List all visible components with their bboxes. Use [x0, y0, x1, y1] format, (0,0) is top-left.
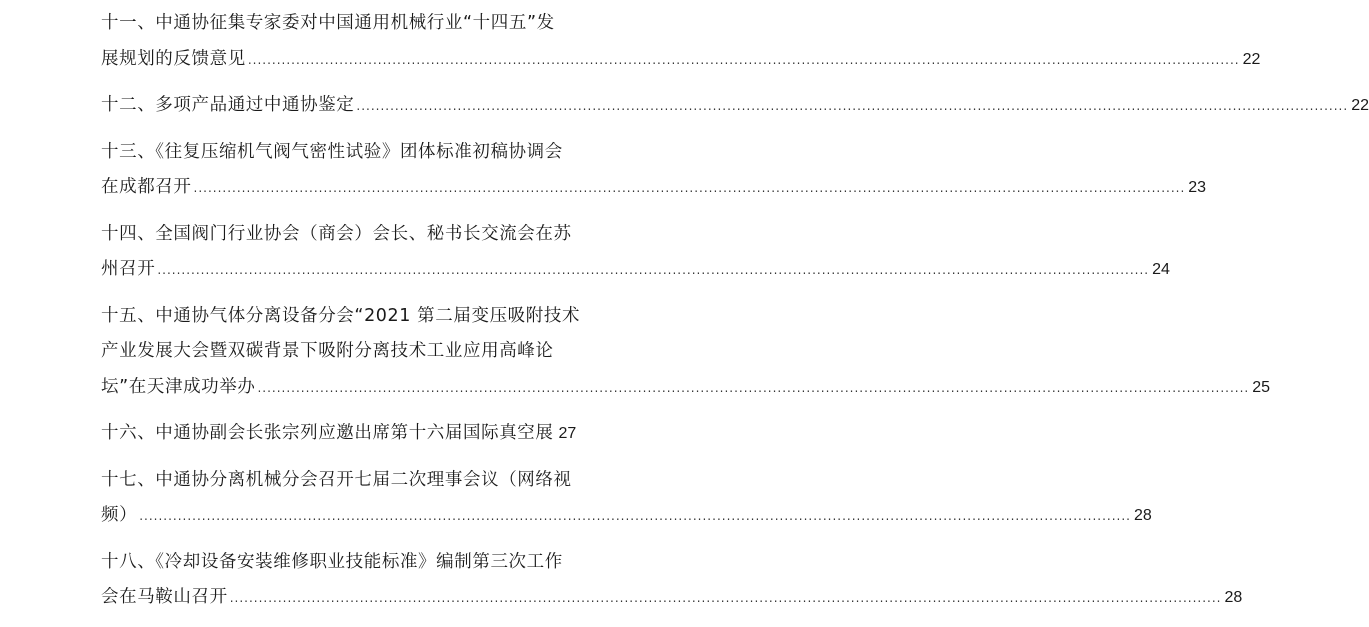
toc-entry-last-line: [101, 42, 1261, 78]
toc-entry-text: 坛”在天津成功举办: [101, 376, 256, 397]
toc-entry-text: 频）: [101, 505, 138, 525]
toc-entry-text: 十六、中通协副会长张宗列应邀出席第十六届国际真空展: [101, 423, 554, 443]
page-number: 28: [1224, 589, 1243, 606]
page-number: 27: [558, 425, 577, 442]
toc-entry-text: 十八、《冷却设备安装维修职业技能标准》编制第三次工作: [101, 551, 563, 572]
toc-entry-text: 十三、《往复压缩机气阀气密性试验》团体标准初稿协调会: [101, 141, 563, 162]
toc-entry-11[interactable]: [101, 6, 1261, 77]
toc-entry-text: 州召开: [101, 259, 156, 279]
toc-entry-last-line: [101, 252, 1170, 288]
toc-entry-12[interactable]: [101, 88, 1369, 124]
dot-leader: [248, 43, 1240, 79]
page-number: 24: [1152, 261, 1170, 278]
toc-entry-14[interactable]: [101, 217, 1170, 288]
toc-entry-text: 会在马鞍山召开: [101, 587, 228, 607]
toc-entry-last-line: [101, 416, 577, 452]
toc-entry-text: 十五、中通协气体分离设备分会“2021 第二届变压吸附技术: [101, 305, 581, 326]
dot-leader: [356, 89, 1348, 125]
page-number: 25: [1252, 378, 1271, 396]
toc-entry-13[interactable]: [101, 135, 1207, 206]
toc-entry-text: 十七、中通协分离机械分会召开七届二次理事会议（网络视: [101, 469, 572, 490]
page-number: 22: [1351, 97, 1369, 114]
dot-leader: [194, 171, 1186, 207]
toc-entry-last-line: [101, 580, 1243, 616]
toc-entry-text: 展规划的反馈意见: [101, 48, 246, 69]
page-number: 23: [1188, 179, 1207, 196]
page-number: 28: [1133, 507, 1152, 524]
toc-entry-last-line: [101, 88, 1369, 124]
toc-entry-17[interactable]: [101, 463, 1152, 534]
toc-entry-16[interactable]: [101, 416, 577, 452]
toc-entry-18[interactable]: [101, 545, 1243, 616]
dot-leader: [257, 371, 1249, 407]
dot-leader: [139, 499, 1131, 535]
dot-leader: [230, 581, 1222, 617]
toc-entry-text: 十一、中通协征集专家委对中国通用机械行业“十四五”发: [101, 13, 555, 33]
table-of-contents: [101, 6, 1369, 627]
toc-entry-last-line: [101, 498, 1152, 534]
page-number: 22: [1242, 50, 1261, 68]
toc-entry-text: 十二、多项产品通过中通协鉴定: [101, 95, 355, 115]
toc-entry-last-line: [101, 170, 1207, 206]
toc-entry-15[interactable]: [101, 299, 1271, 406]
dot-leader: [157, 253, 1149, 289]
toc-entry-last-line: [101, 370, 1271, 406]
toc-entry-text: 产业发展大会暨双碳背景下吸附分离技术工业应用高峰论: [101, 341, 554, 361]
toc-entry-text: 十四、全国阀门行业协会（商会）会长、秘书长交流会在苏: [101, 223, 572, 244]
toc-entry-text: 在成都召开: [101, 177, 192, 197]
